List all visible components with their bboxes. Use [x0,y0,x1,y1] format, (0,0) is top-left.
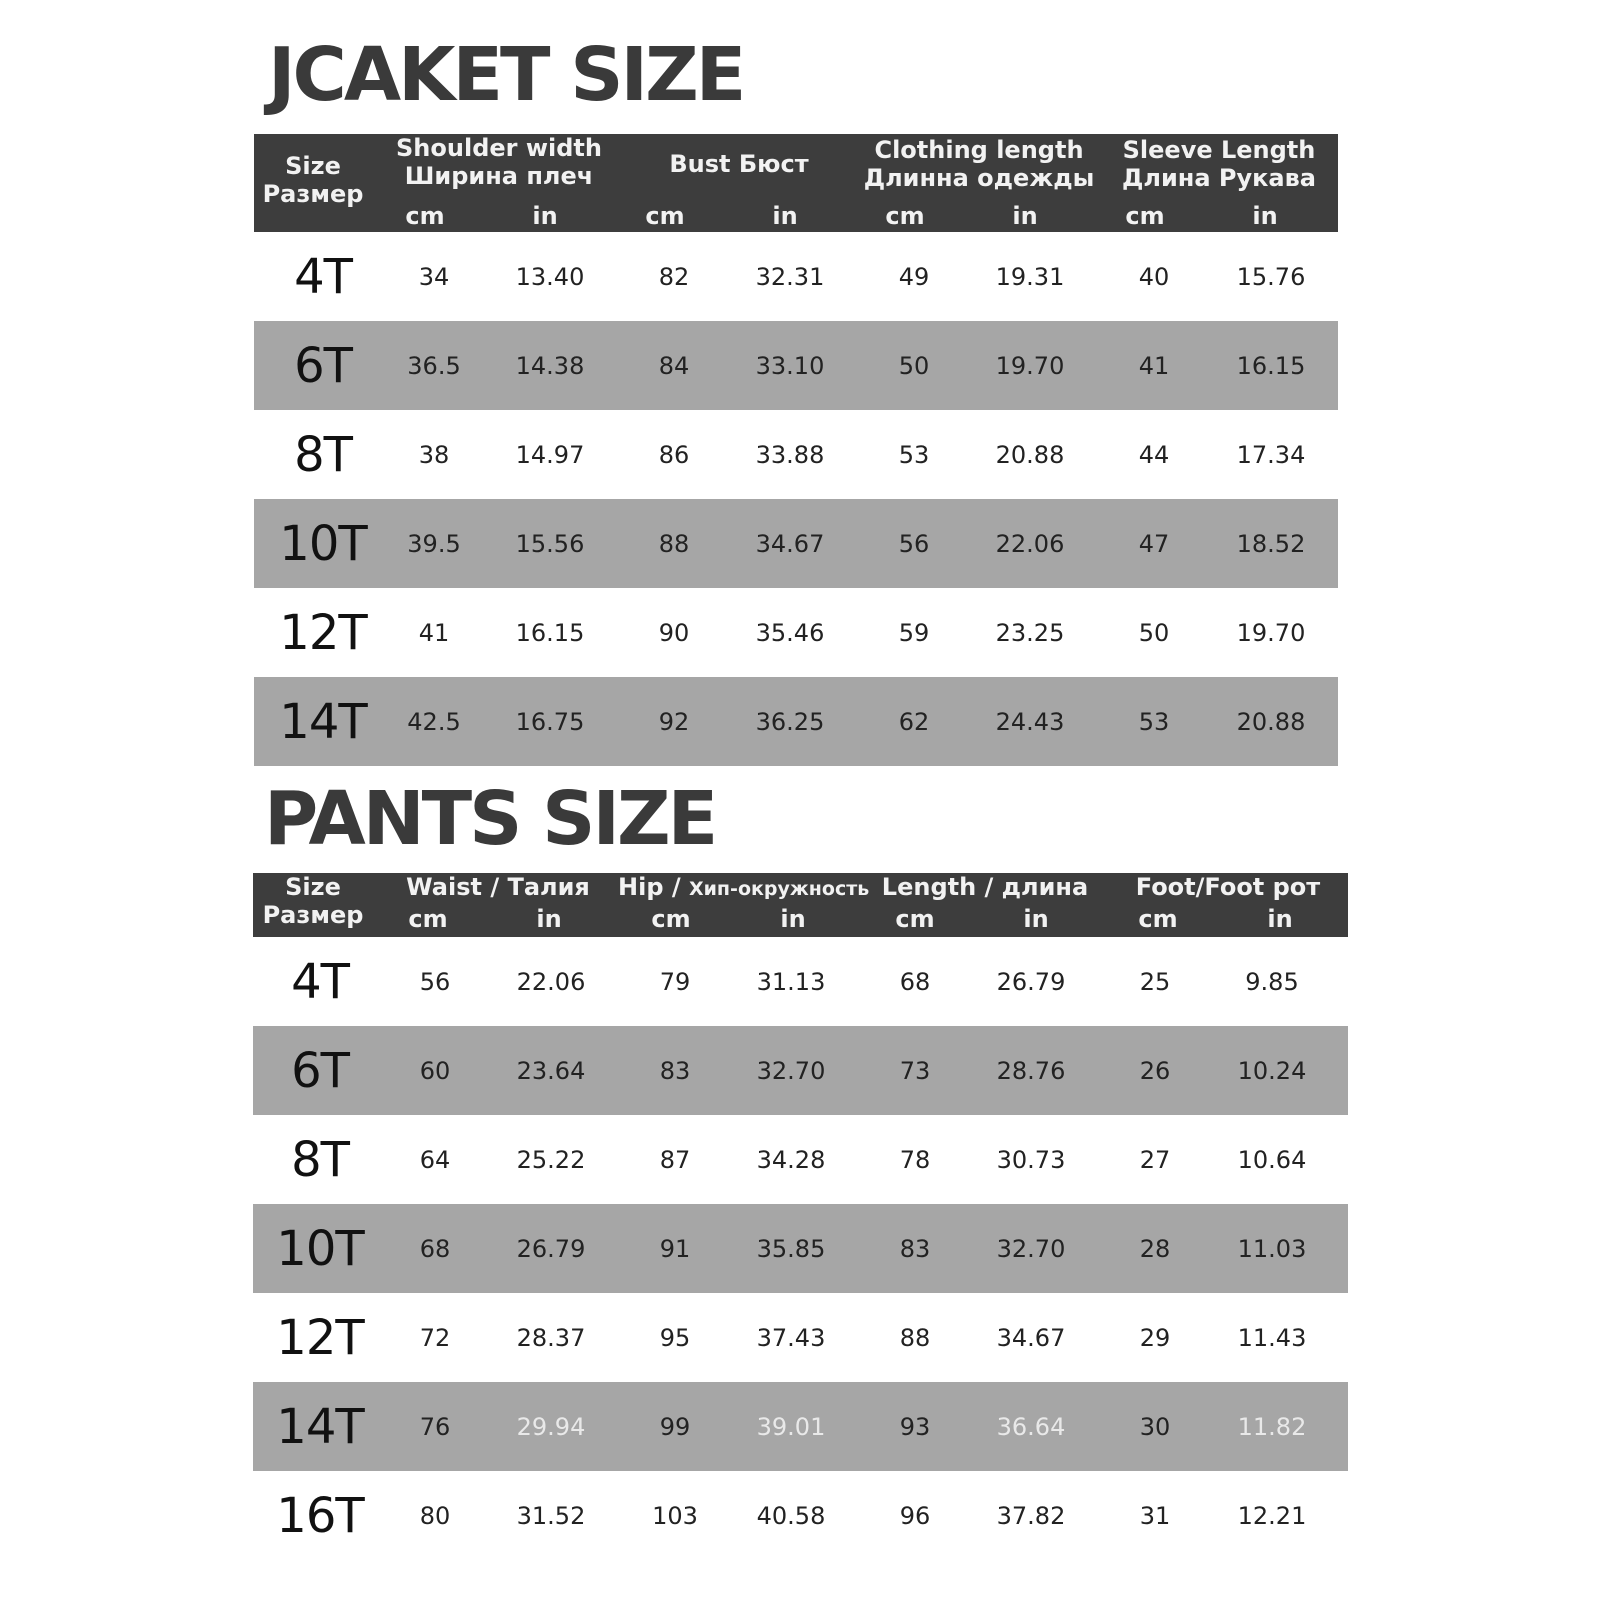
cm-value-cell: 49 [898,262,930,291]
inch-value-cell: 25.22 [516,1145,586,1174]
cm-value-cell: 30 [1139,1412,1171,1441]
cm-value-cell: 84 [658,351,690,380]
cm-value-cell: 82 [658,262,690,291]
inch-value-cell: 39.01 [756,1412,826,1441]
length-header [865,873,1105,901]
group-header-en: Bust Бюст [669,150,809,178]
cm-value-cell: 39.5 [407,529,461,558]
inch-value-cell: 36.64 [996,1412,1066,1441]
group-header-en: Clothing length [874,136,1084,164]
cm-value-cell: 59 [898,618,930,647]
cm-value-cell: 53 [898,440,930,469]
cm-value-cell: 41 [418,618,450,647]
jacket-size-title: JCAKET SIZE [268,32,744,118]
inch-value-cell: 16.15 [515,618,585,647]
table-row [254,410,1338,499]
size-header-ru: Размер [262,180,364,209]
cm-value-cell: 96 [899,1501,931,1530]
inch-value-cell: 17.34 [1236,440,1306,469]
cm-value-cell: 68 [419,1234,451,1263]
inch-value-cell: 32.31 [755,262,825,291]
cm-value-cell: 42.5 [407,707,461,736]
unit-in-label: in [1267,905,1293,933]
unit-in-label: in [1252,202,1278,230]
table-row [253,1204,1348,1293]
inch-value-cell: 14.38 [515,351,585,380]
inch-value-cell: 14.97 [515,440,585,469]
inch-value-cell: 33.88 [755,440,825,469]
unit-cm-label: cm [885,202,925,230]
inch-value-cell: 10.24 [1237,1056,1307,1085]
inch-value-cell: 19.70 [995,351,1065,380]
unit-cm-label: cm [651,905,691,933]
table-row [254,499,1338,588]
group-header-en: Hip / [618,873,689,901]
table-row [253,1026,1348,1115]
inch-value-cell: 35.85 [756,1234,826,1263]
inch-value-cell: 18.52 [1236,529,1306,558]
cm-value-cell: 40 [1138,262,1170,291]
inch-value-cell: 16.75 [515,707,585,736]
inch-value-cell: 9.85 [1245,967,1299,996]
shoulder-width-header [379,134,619,191]
jacket-size-table [254,134,1338,766]
inch-value-cell: 11.82 [1237,1412,1307,1441]
inch-value-cell: 20.88 [1236,707,1306,736]
size-cell: 8T [294,426,352,483]
clothing-length-header [859,136,1099,193]
cm-value-cell: 53 [1138,707,1170,736]
table-row [253,1115,1348,1204]
inch-value-cell: 26.79 [996,967,1066,996]
cm-value-cell: 88 [658,529,690,558]
inch-value-cell: 19.70 [1236,618,1306,647]
unit-in-label: in [780,905,806,933]
cm-value-cell: 92 [658,707,690,736]
inch-value-cell: 20.88 [995,440,1065,469]
inch-value-cell: 32.70 [996,1234,1066,1263]
pants-table-body [253,937,1348,1560]
inch-value-cell: 23.64 [516,1056,586,1085]
group-header-en: Waist / Талия [406,873,590,901]
inch-value-cell: 11.43 [1237,1323,1307,1352]
inch-value-cell: 16.15 [1236,351,1306,380]
size-header-ru: Размер [262,901,364,930]
jacket-table-header [254,134,1338,232]
unit-cm-label: cm [408,905,448,933]
inch-value-cell: 31.13 [756,967,826,996]
size-cell: 10T [279,515,367,572]
inch-value-cell: 33.10 [755,351,825,380]
inch-value-cell: 30.73 [996,1145,1066,1174]
table-row [254,232,1338,321]
inch-value-cell: 37.43 [756,1323,826,1352]
cm-value-cell: 56 [419,967,451,996]
size-header-en: Size [285,152,341,180]
inch-value-cell: 34.28 [756,1145,826,1174]
inch-value-cell: 31.52 [516,1501,586,1530]
inch-value-cell: 36.25 [755,707,825,736]
unit-cm-label: cm [645,202,685,230]
cm-value-cell: 90 [658,618,690,647]
inch-value-cell: 40.58 [756,1501,826,1530]
group-header-en: Length / длина [881,873,1089,901]
inch-value-cell: 15.56 [515,529,585,558]
size-cell: 16T [276,1487,364,1544]
size-cell: 8T [291,1131,349,1188]
pants-size-table [253,873,1348,1560]
inch-value-cell: 15.76 [1236,262,1306,291]
unit-cm-label: cm [405,202,445,230]
size-cell: 10T [276,1220,364,1277]
inch-value-cell: 19.31 [995,262,1065,291]
cm-value-cell: 87 [659,1145,691,1174]
cm-value-cell: 29 [1139,1323,1171,1352]
unit-in-label: in [772,202,798,230]
cm-value-cell: 27 [1139,1145,1171,1174]
inch-value-cell: 28.37 [516,1323,586,1352]
cm-value-cell: 60 [419,1056,451,1085]
unit-cm-label: cm [895,905,935,933]
inch-value-cell: 24.43 [995,707,1065,736]
table-row [254,321,1338,410]
unit-in-label: in [536,905,562,933]
cm-value-cell: 50 [1138,618,1170,647]
cm-value-cell: 80 [419,1501,451,1530]
inch-value-cell: 22.06 [995,529,1065,558]
size-cell: 6T [294,337,352,394]
inch-value-cell: 37.82 [996,1501,1066,1530]
unit-cm-label: cm [1138,905,1178,933]
inch-value-cell: 23.25 [995,618,1065,647]
cm-value-cell: 76 [419,1412,451,1441]
inch-value-cell: 34.67 [996,1323,1066,1352]
size-cell: 4T [291,953,349,1010]
cm-value-cell: 78 [899,1145,931,1174]
inch-value-cell: 28.76 [996,1056,1066,1085]
inch-value-cell: 12.21 [1237,1501,1307,1530]
cm-value-cell: 93 [899,1412,931,1441]
inch-value-cell: 26.79 [516,1234,586,1263]
size-cell: 4T [294,248,352,305]
unit-in-label: in [1012,202,1038,230]
table-row [254,677,1338,766]
cm-value-cell: 64 [419,1145,451,1174]
cm-value-cell: 25 [1139,967,1171,996]
cm-value-cell: 62 [898,707,930,736]
cm-value-cell: 36.5 [407,351,461,380]
group-header-ru: Длинна одежды [863,164,1095,193]
foot-header [1108,873,1348,901]
waist-header [378,873,618,901]
pants-size-title: PANTS SIZE [264,776,716,862]
table-row [253,1382,1348,1471]
inch-value-cell: 32.70 [756,1056,826,1085]
size-cell: 12T [276,1309,364,1366]
cm-value-cell: 79 [659,967,691,996]
cm-value-cell: 91 [659,1234,691,1263]
inch-value-cell: 35.46 [755,618,825,647]
inch-value-cell: 10.64 [1237,1145,1307,1174]
group-header-en: Foot/Foot рот [1135,873,1321,901]
hip-header [618,873,868,901]
cm-value-cell: 103 [652,1501,698,1530]
group-header-en: Shoulder width [396,134,602,162]
cm-value-cell: 28 [1139,1234,1171,1263]
group-header-ru: Хип-окружность [688,878,870,900]
inch-value-cell: 34.67 [755,529,825,558]
inch-value-cell: 13.40 [515,262,585,291]
size-column-header [253,873,373,930]
cm-value-cell: 41 [1138,351,1170,380]
cm-value-cell: 34 [418,262,450,291]
cm-value-cell: 56 [898,529,930,558]
table-row [253,1293,1348,1382]
size-cell: 14T [279,693,367,750]
cm-value-cell: 68 [899,967,931,996]
sleeve-length-header [1099,136,1339,193]
inch-value-cell: 11.03 [1237,1234,1307,1263]
cm-value-cell: 88 [899,1323,931,1352]
cm-value-cell: 50 [898,351,930,380]
pants-table-header [253,873,1348,937]
size-header-en: Size [285,873,341,901]
unit-in-label: in [1023,905,1049,933]
cm-value-cell: 72 [419,1323,451,1352]
group-header-en: Sleeve Length [1122,136,1316,164]
cm-value-cell: 47 [1138,529,1170,558]
group-header-ru: Ширина плеч [404,162,594,191]
unit-in-label: in [532,202,558,230]
bust-header [619,150,859,178]
cm-value-cell: 83 [899,1234,931,1263]
table-row [253,937,1348,1026]
cm-value-cell: 31 [1139,1501,1171,1530]
cm-value-cell: 44 [1138,440,1170,469]
cm-value-cell: 38 [418,440,450,469]
table-row [253,1471,1348,1560]
table-row [254,588,1338,677]
cm-value-cell: 26 [1139,1056,1171,1085]
cm-value-cell: 73 [899,1056,931,1085]
cm-value-cell: 86 [658,440,690,469]
cm-value-cell: 83 [659,1056,691,1085]
inch-value-cell: 22.06 [516,967,586,996]
group-header-ru: Длина Рукава [1121,164,1316,193]
size-cell: 6T [291,1042,349,1099]
jacket-table-body [254,232,1338,766]
size-cell: 14T [276,1398,364,1455]
size-cell: 12T [279,604,367,661]
cm-value-cell: 95 [659,1323,691,1352]
size-column-header [254,152,372,209]
cm-value-cell: 99 [659,1412,691,1441]
unit-cm-label: cm [1125,202,1165,230]
inch-value-cell: 29.94 [516,1412,586,1441]
